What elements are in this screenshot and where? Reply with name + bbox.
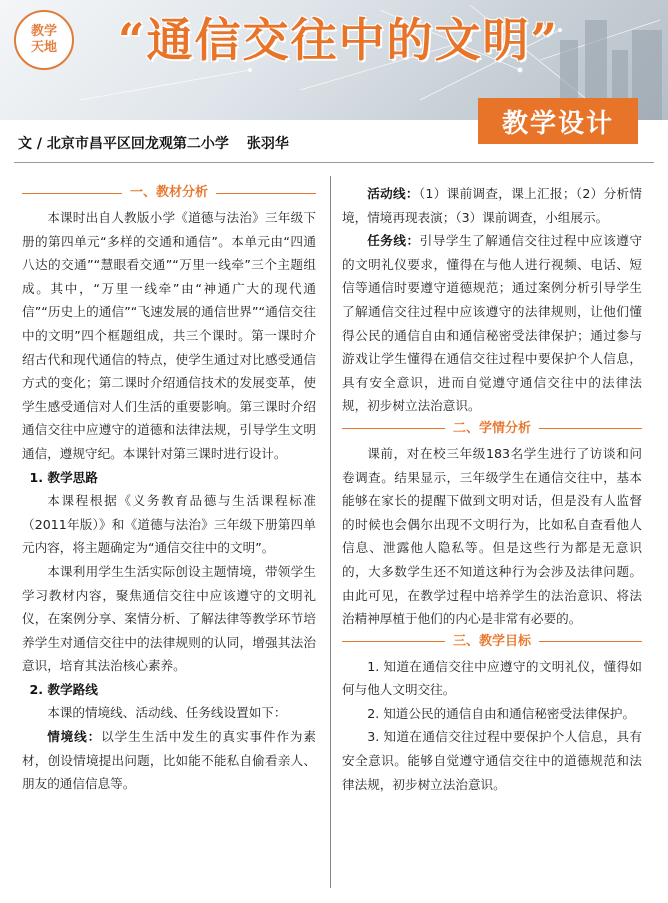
header-rule <box>14 162 654 163</box>
keyword: 任务线： <box>367 233 420 249</box>
paragraph: 本课程根据《义务教育品德与生活课程标准（2011年版）》和《道德与法治》三年级下册第四单元内容，将主题确定为“通信交往中的文明”。 <box>22 493 316 556</box>
section-heading-teaching-goals: 三、教学目标 <box>342 631 642 653</box>
badge-line-2: 天地 <box>30 40 57 55</box>
paragraph: 课前，对在校三年级183名学生进行了访谈和问卷调查。结果显示，三年级学生在通信交往中，基本能够在家长的提醒下做到文明对话，但是没有人监督的时候也会偶尔出现不文明行为，比如私自查看他人信息、泄露他人隐私等。但是这些行为都是无意识的，大多数学生还不知道这种行为会涉及法律问题。由此可见，在教学过程中培养学生的法治意识、将法治精神厚植于他们的内心是非常有必要的。 <box>342 445 642 627</box>
subheading-teaching-approach: 1. 教学思路 <box>29 469 98 485</box>
paragraph: 本课的情境线、活动线、任务线设置如下： <box>47 705 287 721</box>
subheading-teaching-route: 2. 教学路线 <box>29 681 98 697</box>
column-badge <box>14 10 74 70</box>
byline-affiliation: 文 / 北京市昌平区回龙观第二小学 <box>18 136 229 152</box>
paragraph: 本课利用学生生活实际创设主题情境，带领学生学习教材内容，聚焦通信交往中应该遵守的文明礼仪，在案例分享、案情分析、了解法律等教学环节培养学生对通信交往中的法律规则的认同，增强其法治意识，培育其法治核心素养。 <box>22 563 316 674</box>
left-column <box>22 182 316 796</box>
badge-line-1: 教学 <box>30 24 57 39</box>
goal-item: 2. 知道公民的通信自由和通信秘密受法律保护。 <box>367 705 636 721</box>
byline-author: 张羽华 <box>246 136 289 152</box>
column-divider <box>330 176 331 888</box>
right-column <box>342 182 642 796</box>
section-tag: 教学设计 <box>478 98 638 144</box>
paragraph: 情境线：以学生生活中发生的真实事件作为素材，创设情境提出问题，比如能不能私自偷看亲人、朋友的通信信息等。 <box>22 729 317 792</box>
byline <box>18 133 289 153</box>
goal-item: 3. 知道在通信交往过程中要保护个人信息，具有安全意识。能够自觉遵守通信交往中的道德规范和法律法规，初步树立法治意识。 <box>342 729 642 792</box>
keyword: 活动线： <box>367 186 419 201</box>
paragraph: 任务线：引导学生了解通信交往过程中应该遵守的文明礼仪要求，懂得在与他人进行视频、电话、短信等通信时要遵守道德规范；通过案例分析引导学生了解通信交往过程中应该遵守的法律规则，让他们懂得公民的通信自由和通信秘密受法律保护；通过参与游戏让学生懂得在通信交往过程中要保护个人信息，具有安全意识，进而自觉遵守通信交往中的法律法规，初步树立法治意识。 <box>342 233 643 414</box>
keyword: 情境线： <box>47 729 102 745</box>
paragraph: 本课时出自人教版小学《道德与法治》三年级下册的第四单元“多样的交通和通信”。本单元由“四通八达的交通”“慧眼看交通”“万里一线牵”三个主题组成。其中，“万里一线牵”由“神通广大的现代通信”“历史上的通信”“飞速发展的通信世界”“通信交往中的文明”四个框题组成，共三个课时。第一课时介绍古代和现代通信的特点，使学生通过对比感受通信方式的变化；第二课时介绍通信技术的发展变革，使学生感受通信对人们生活的重要影响。第三课时介绍通信交往中应遵守的道德和法律法规，引导学生文明通信，遵规守纪。本课针对第三课时进行设计。 <box>22 210 316 461</box>
section-heading-textbook-analysis: 一、教材分析 <box>22 182 316 204</box>
goal-item: 1. 知道在通信交往中应遵守的文明礼仪，懂得如何与他人文明交往。 <box>342 658 642 698</box>
article-title: “通信交往中的文明” <box>118 13 559 67</box>
paragraph: 活动线：（1）课前调查，课上汇报；（2）分析情境，情境再现表演；（3）课前调查，小组展示。 <box>342 186 642 225</box>
section-heading-learner-analysis: 二、学情分析 <box>342 418 642 440</box>
